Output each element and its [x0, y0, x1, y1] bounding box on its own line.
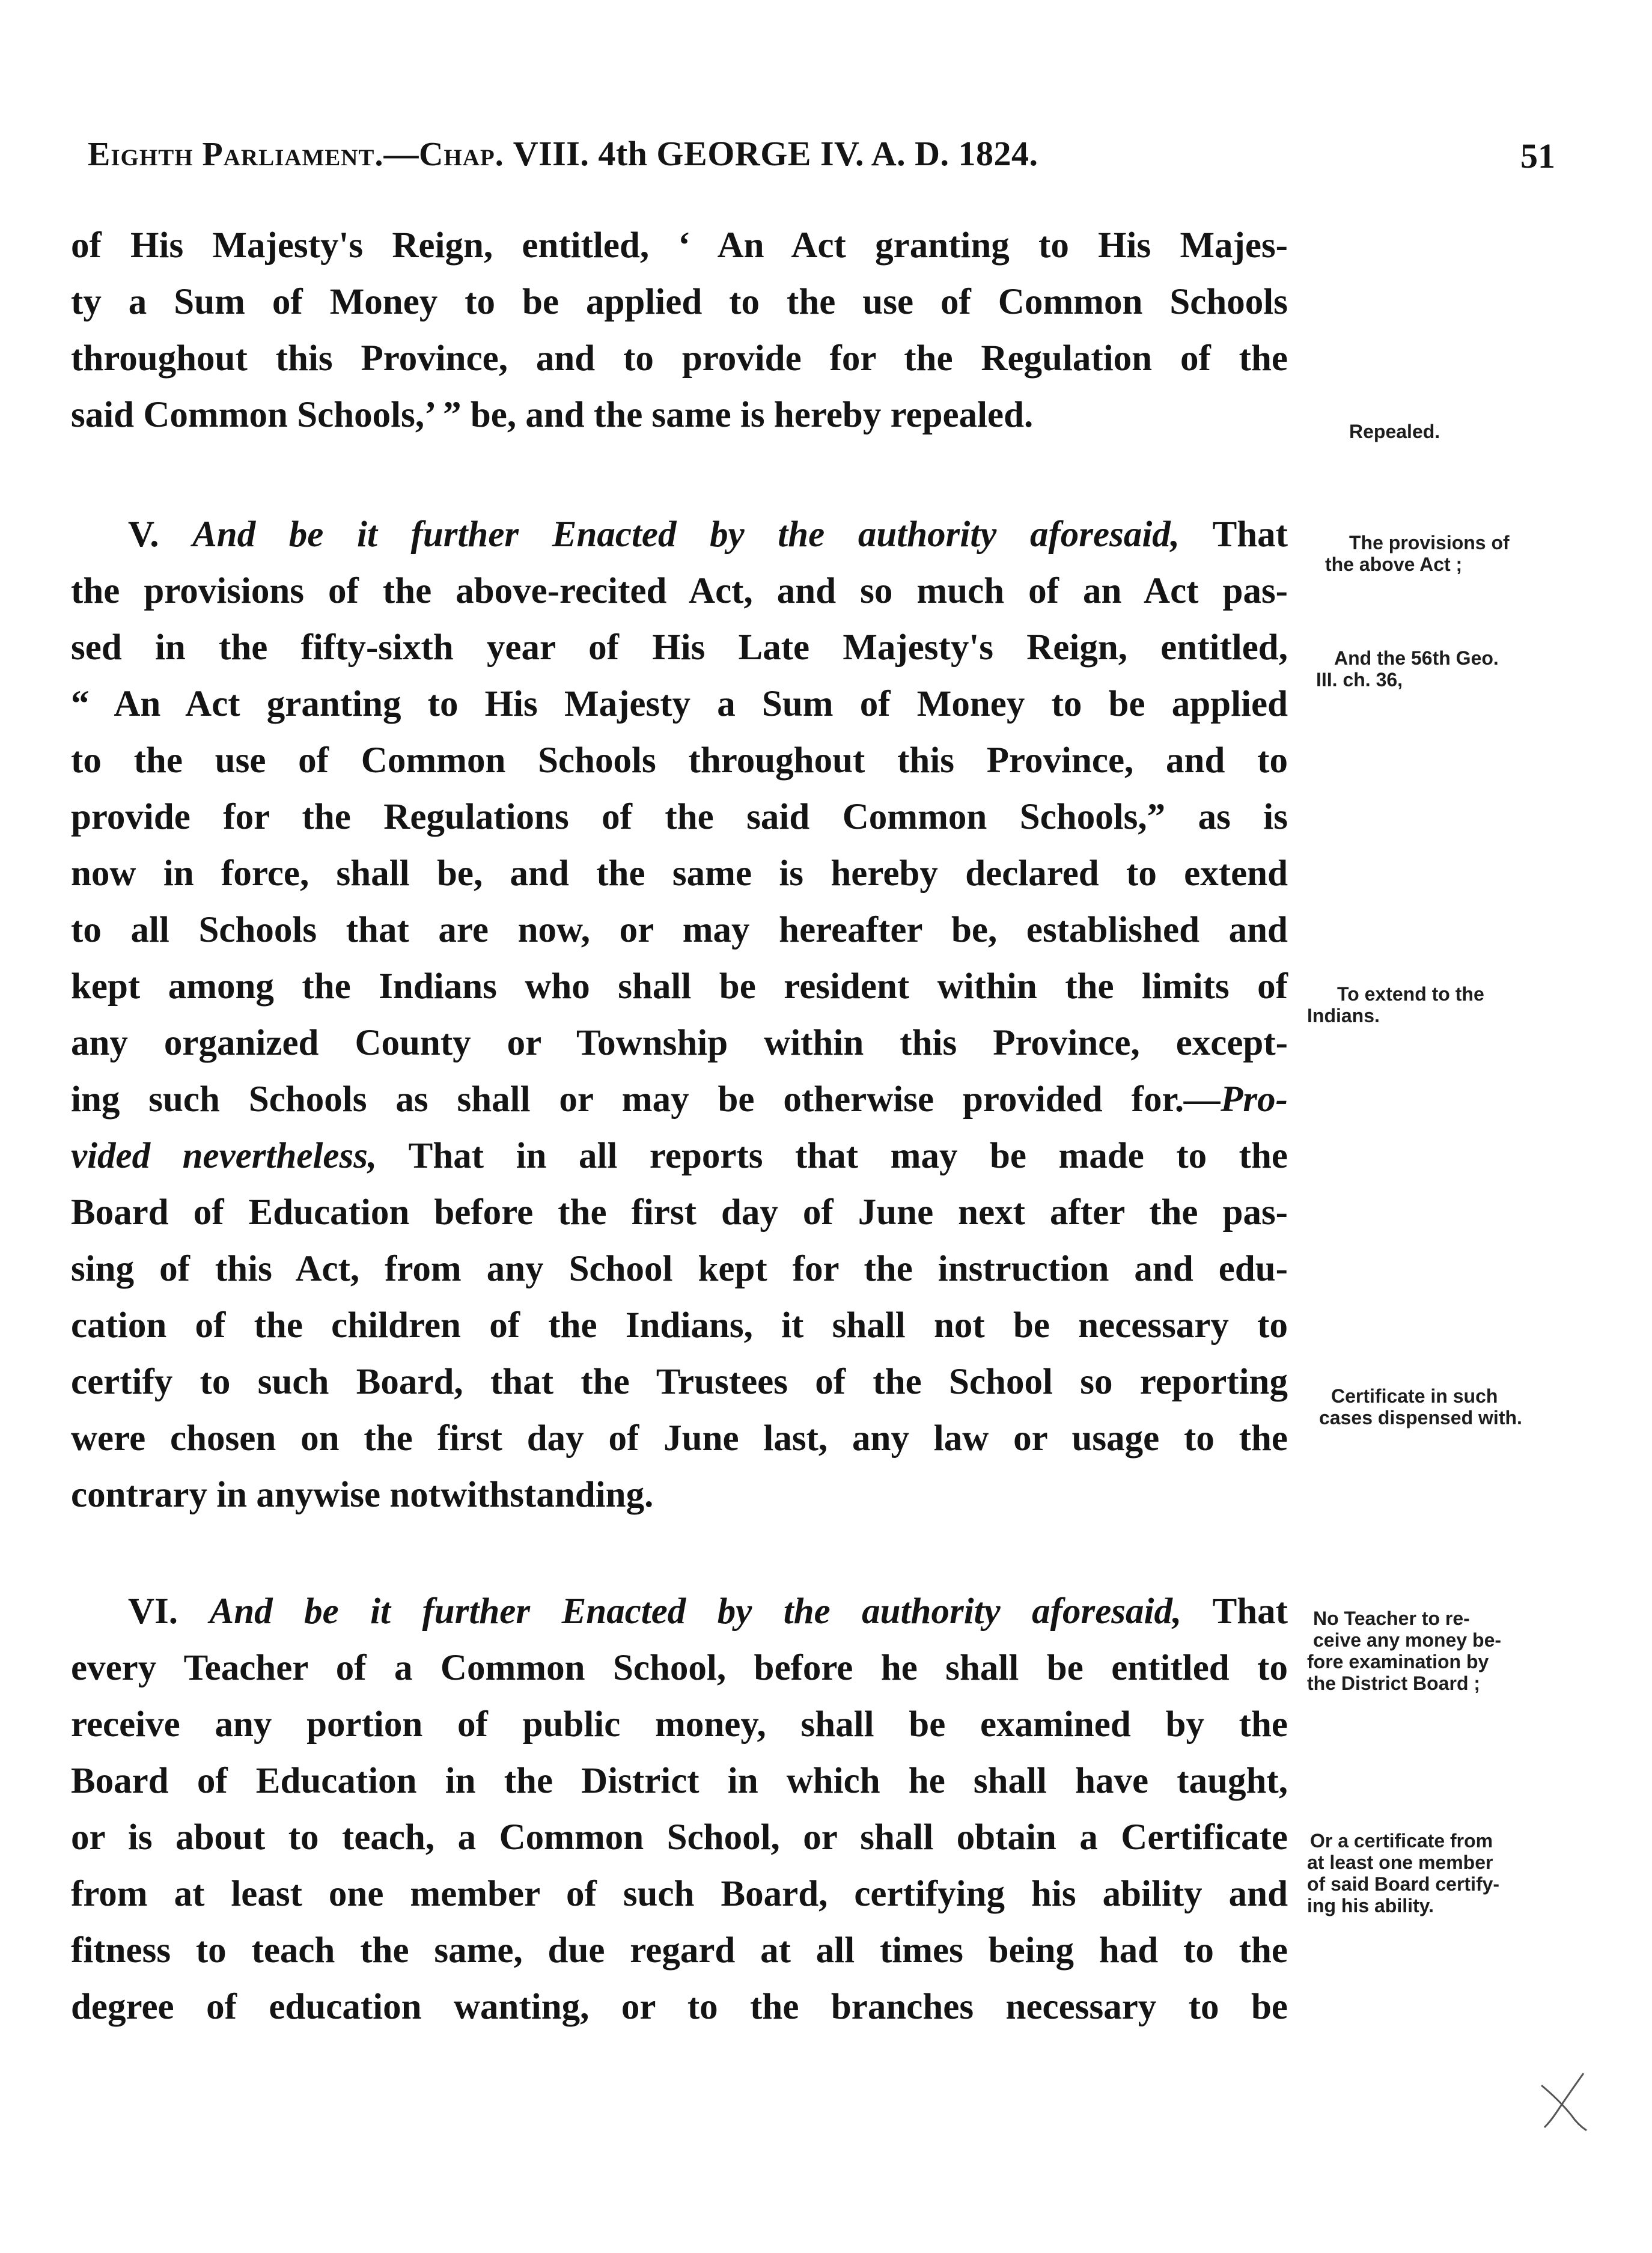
- body-line: were chosen on the first day of June last, any law or usage to the: [71, 1418, 1288, 1459]
- margin-note-line: Or a certificate from: [1310, 1830, 1493, 1852]
- margin-note-line: Certificate in such: [1331, 1385, 1498, 1407]
- margin-note-line: Indians.: [1307, 1005, 1380, 1026]
- body-line: degree of education wanting, or to the branches necessary to be: [71, 1987, 1288, 2027]
- section-number: VI.: [128, 1591, 178, 1632]
- margin-note-line: III. ch. 36,: [1316, 669, 1403, 691]
- body-line: Board of Education in the District in which he shall have taught,: [71, 1761, 1288, 1801]
- body-line: provide for the Regulations of the said Common Schools,” as is: [71, 797, 1288, 837]
- body-line: fitness to teach the same, due regard at all times being had to the: [71, 1930, 1288, 1971]
- pencil-cross-mark-icon: [1535, 2067, 1596, 2133]
- section-vi-heading-line: [71, 1585, 1288, 1639]
- that-word: That: [1212, 1591, 1288, 1632]
- running-head-chapter: VIII. 4th GEORGE IV. A. D. 1824.: [513, 134, 1038, 173]
- body-line: to all Schools that are now, or may hereafter be, established and: [71, 910, 1288, 950]
- margin-note-line: cases dispensed with.: [1319, 1407, 1522, 1428]
- proviso-phrase: vided nevertheless,: [71, 1136, 377, 1176]
- margin-note-line: the District Board ;: [1307, 1672, 1481, 1694]
- body-line: receive any portion of public money, shall be examined by the: [71, 1704, 1288, 1745]
- that-word: That: [1212, 514, 1288, 555]
- margin-note-line: ceive any money be-: [1313, 1629, 1502, 1651]
- proviso-line: [71, 1129, 1288, 1183]
- body-line: Board of Education before the first day of June next after the pas-: [71, 1192, 1288, 1233]
- margin-note-line: at least one member: [1307, 1852, 1493, 1873]
- margin-note-cert-member: [1307, 1830, 1559, 1916]
- margin-note-geo: [1307, 647, 1559, 691]
- body-line: sed in the fifty-sixth year of His Late Majesty's Reign, entitled,: [71, 627, 1288, 668]
- body-text: That in all reports that may be made to the: [377, 1136, 1288, 1176]
- running-head-dash: —: [383, 134, 419, 173]
- margin-note-line: To extend to the: [1337, 983, 1484, 1005]
- body-line: the provisions of the above-recited Act, and so much of an Act pas-: [71, 571, 1288, 611]
- running-head-chap: Chap.: [418, 136, 513, 173]
- margin-note-line: Repealed.: [1349, 421, 1440, 442]
- margin-note-line: No Teacher to re-: [1313, 1608, 1470, 1629]
- body-line: certify to such Board, that the Trustees of the School so reporting: [71, 1362, 1288, 1402]
- section-number: V.: [128, 514, 159, 555]
- enacting-clause: And be it further Enacted by the authority aforesaid,: [209, 1591, 1182, 1632]
- running-head-parliament: Eighth Parliament.: [88, 136, 384, 173]
- enacting-clause: And be it further Enacted by the authority aforesaid,: [192, 514, 1180, 555]
- body-line: kept among the Indians who shall be resident within the limits of: [71, 966, 1288, 1007]
- page-number: 51: [1520, 136, 1555, 175]
- body-text: ing such Schools as shall or may be otherwise provided for.: [71, 1079, 1184, 1120]
- margin-note-indians: [1307, 983, 1559, 1026]
- body-line: “ An Act granting to His Majesty a Sum of Money to be applied: [71, 684, 1288, 724]
- body-line: said Common Schools,’ ” be, and the same is hereby repealed.: [71, 395, 1034, 435]
- body-line: sing of this Act, from any School kept for the instruction and edu-: [71, 1249, 1288, 1289]
- body-line: any organized County or Township within this Province, except-: [71, 1023, 1288, 1063]
- body-line: or is about to teach, a Common School, or shall obtain a Certificate: [71, 1817, 1288, 1858]
- body-line: from at least one member of such Board, certifying his ability and: [71, 1874, 1288, 1914]
- body-line: ty a Sum of Money to be applied to the use of Common Schools: [71, 282, 1288, 322]
- body-line: of His Majesty's Reign, entitled, ‘ An Act granting to His Majes-: [71, 225, 1288, 266]
- margin-note-line: And the 56th Geo.: [1334, 647, 1499, 669]
- body-line: contrary in anywise notwithstanding.: [71, 1475, 654, 1515]
- margin-note-line: ing his ability.: [1307, 1895, 1434, 1916]
- section-v-heading-line: [71, 508, 1288, 562]
- proviso-start: —Pro-: [1184, 1079, 1288, 1120]
- body-line: throughout this Province, and to provide for the Regulation of the: [71, 338, 1288, 379]
- margin-note-line: fore examination by: [1307, 1651, 1489, 1672]
- margin-note-teacher: [1307, 1608, 1559, 1694]
- margin-note-repealed: [1307, 421, 1559, 442]
- margin-note-line: the above Act ;: [1325, 553, 1463, 575]
- margin-note-line: of said Board certify-: [1307, 1873, 1500, 1895]
- body-line: cation of the children of the Indians, it shall not be necessary to: [71, 1305, 1288, 1346]
- running-head: [88, 133, 1320, 174]
- body-line: now in force, shall be, and the same is hereby declared to extend: [71, 853, 1288, 894]
- margin-note-line: The provisions of: [1349, 532, 1510, 553]
- body-line: every Teacher of a Common School, before he shall be entitled to: [71, 1648, 1288, 1688]
- body-line: to the use of Common Schools throughout this Province, and to: [71, 740, 1288, 781]
- body-line-with-proviso: [71, 1073, 1288, 1127]
- margin-note-provisions: [1307, 532, 1559, 575]
- margin-note-certificate: [1307, 1385, 1559, 1428]
